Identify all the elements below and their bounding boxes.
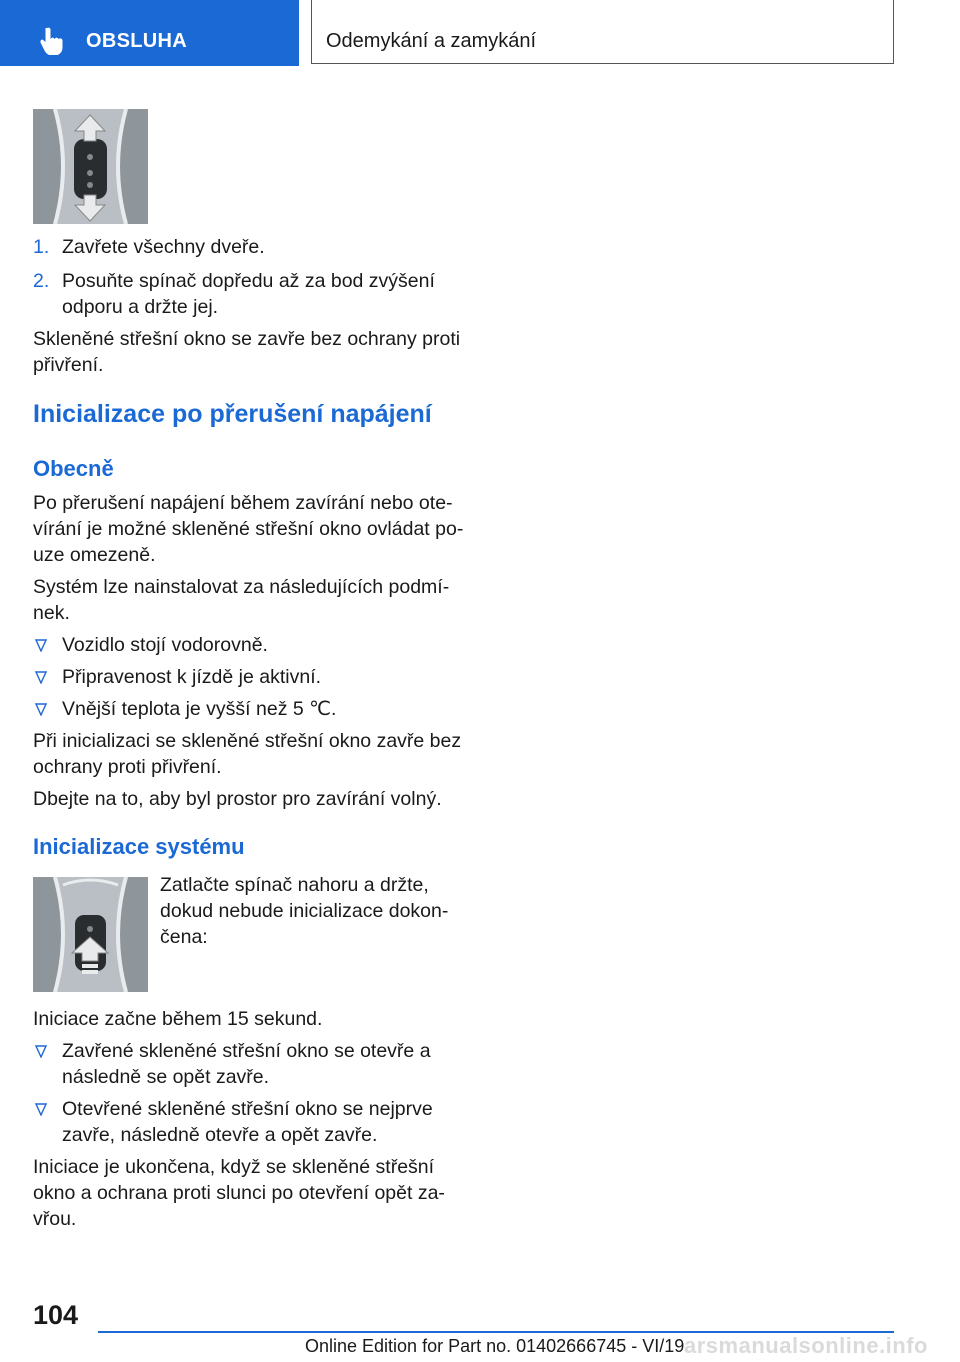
list-item: Otevřené skleněné střešní okno se nejprve (62, 1098, 433, 1120)
list-item: Zavřené skleněné střešní okno se otevře a (62, 1040, 431, 1062)
pointing-hand-icon (40, 27, 66, 55)
paragraph: dokud nebude inicializace dokon- (160, 900, 449, 922)
paragraph: Při inicializaci se skleněné střešní okno zavře bez (33, 730, 462, 752)
chapter-title: Odemykání a zamykání (326, 30, 537, 52)
paragraph: uze omezeně. (33, 544, 156, 566)
bullet-triangle-icon (35, 671, 47, 684)
bullet-triangle-icon (35, 1103, 47, 1116)
step-text: Zavřete všechny dveře. (62, 236, 265, 258)
paragraph: vřou. (33, 1208, 77, 1230)
step-number: 2. (33, 270, 50, 292)
section-label: OBSLUHA (86, 30, 187, 52)
paragraph: vírání je možné skleněné střešní okno ovládat po- (33, 518, 464, 540)
paragraph: Iniciace začne během 15 sekund. (33, 1008, 323, 1030)
subsection-heading: Obecně (33, 456, 114, 481)
list-item: Vozidlo stojí vodorovně. (62, 634, 268, 656)
list-item: Připravenost k jízdě je aktivní. (62, 666, 322, 688)
list-item: Vnější teplota je vyšší než 5 ℃. (62, 698, 337, 720)
bullet-triangle-icon (35, 639, 47, 652)
paragraph: čena: (160, 926, 208, 948)
section-tab[interactable] (0, 0, 299, 66)
roof-switch-up-image (33, 877, 148, 992)
bullet-triangle-icon (35, 1045, 47, 1058)
roof-switch-forward-image (33, 109, 148, 224)
subsection-heading: Inicializace systému (33, 834, 245, 859)
paragraph: ochrany proti přivření. (33, 756, 222, 778)
paragraph: nek. (33, 602, 70, 624)
bullet-triangle-icon (35, 703, 47, 716)
step-number: 1. (33, 236, 50, 258)
paragraph: okno a ochrana proti slunci po otevření opět za- (33, 1182, 445, 1204)
paragraph: Dbejte na to, aby byl prostor pro zavírání volný. (33, 788, 442, 810)
paragraph: přivření. (33, 354, 104, 376)
list-item: zavře, následně otevře a opět zavře. (62, 1124, 378, 1146)
watermark: arsmanualsonline.info (684, 1333, 928, 1358)
paragraph: Skleněné střešní okno se zavře bez ochrany proti (33, 328, 461, 350)
section-heading: Inicializace po přerušení napájení (33, 400, 432, 428)
step-text: odporu a držte jej. (62, 296, 219, 318)
paragraph: Systém lze nainstalovat za následujících podmí- (33, 576, 450, 598)
paragraph: Zatlačte spínač nahoru a držte, (160, 874, 429, 896)
list-item: následně se opět zavře. (62, 1066, 270, 1088)
paragraph: Iniciace je ukončena, když se skleněné střešní (33, 1156, 435, 1178)
edition-note: Online Edition for Part no. 01402666745 - VI/19 (305, 1336, 685, 1356)
page-number: 104 (33, 1300, 79, 1330)
step-text: Posuňte spínač dopředu až za bod zvýšení (62, 270, 435, 292)
paragraph: Po přerušení napájení během zavírání nebo ote- (33, 492, 453, 514)
